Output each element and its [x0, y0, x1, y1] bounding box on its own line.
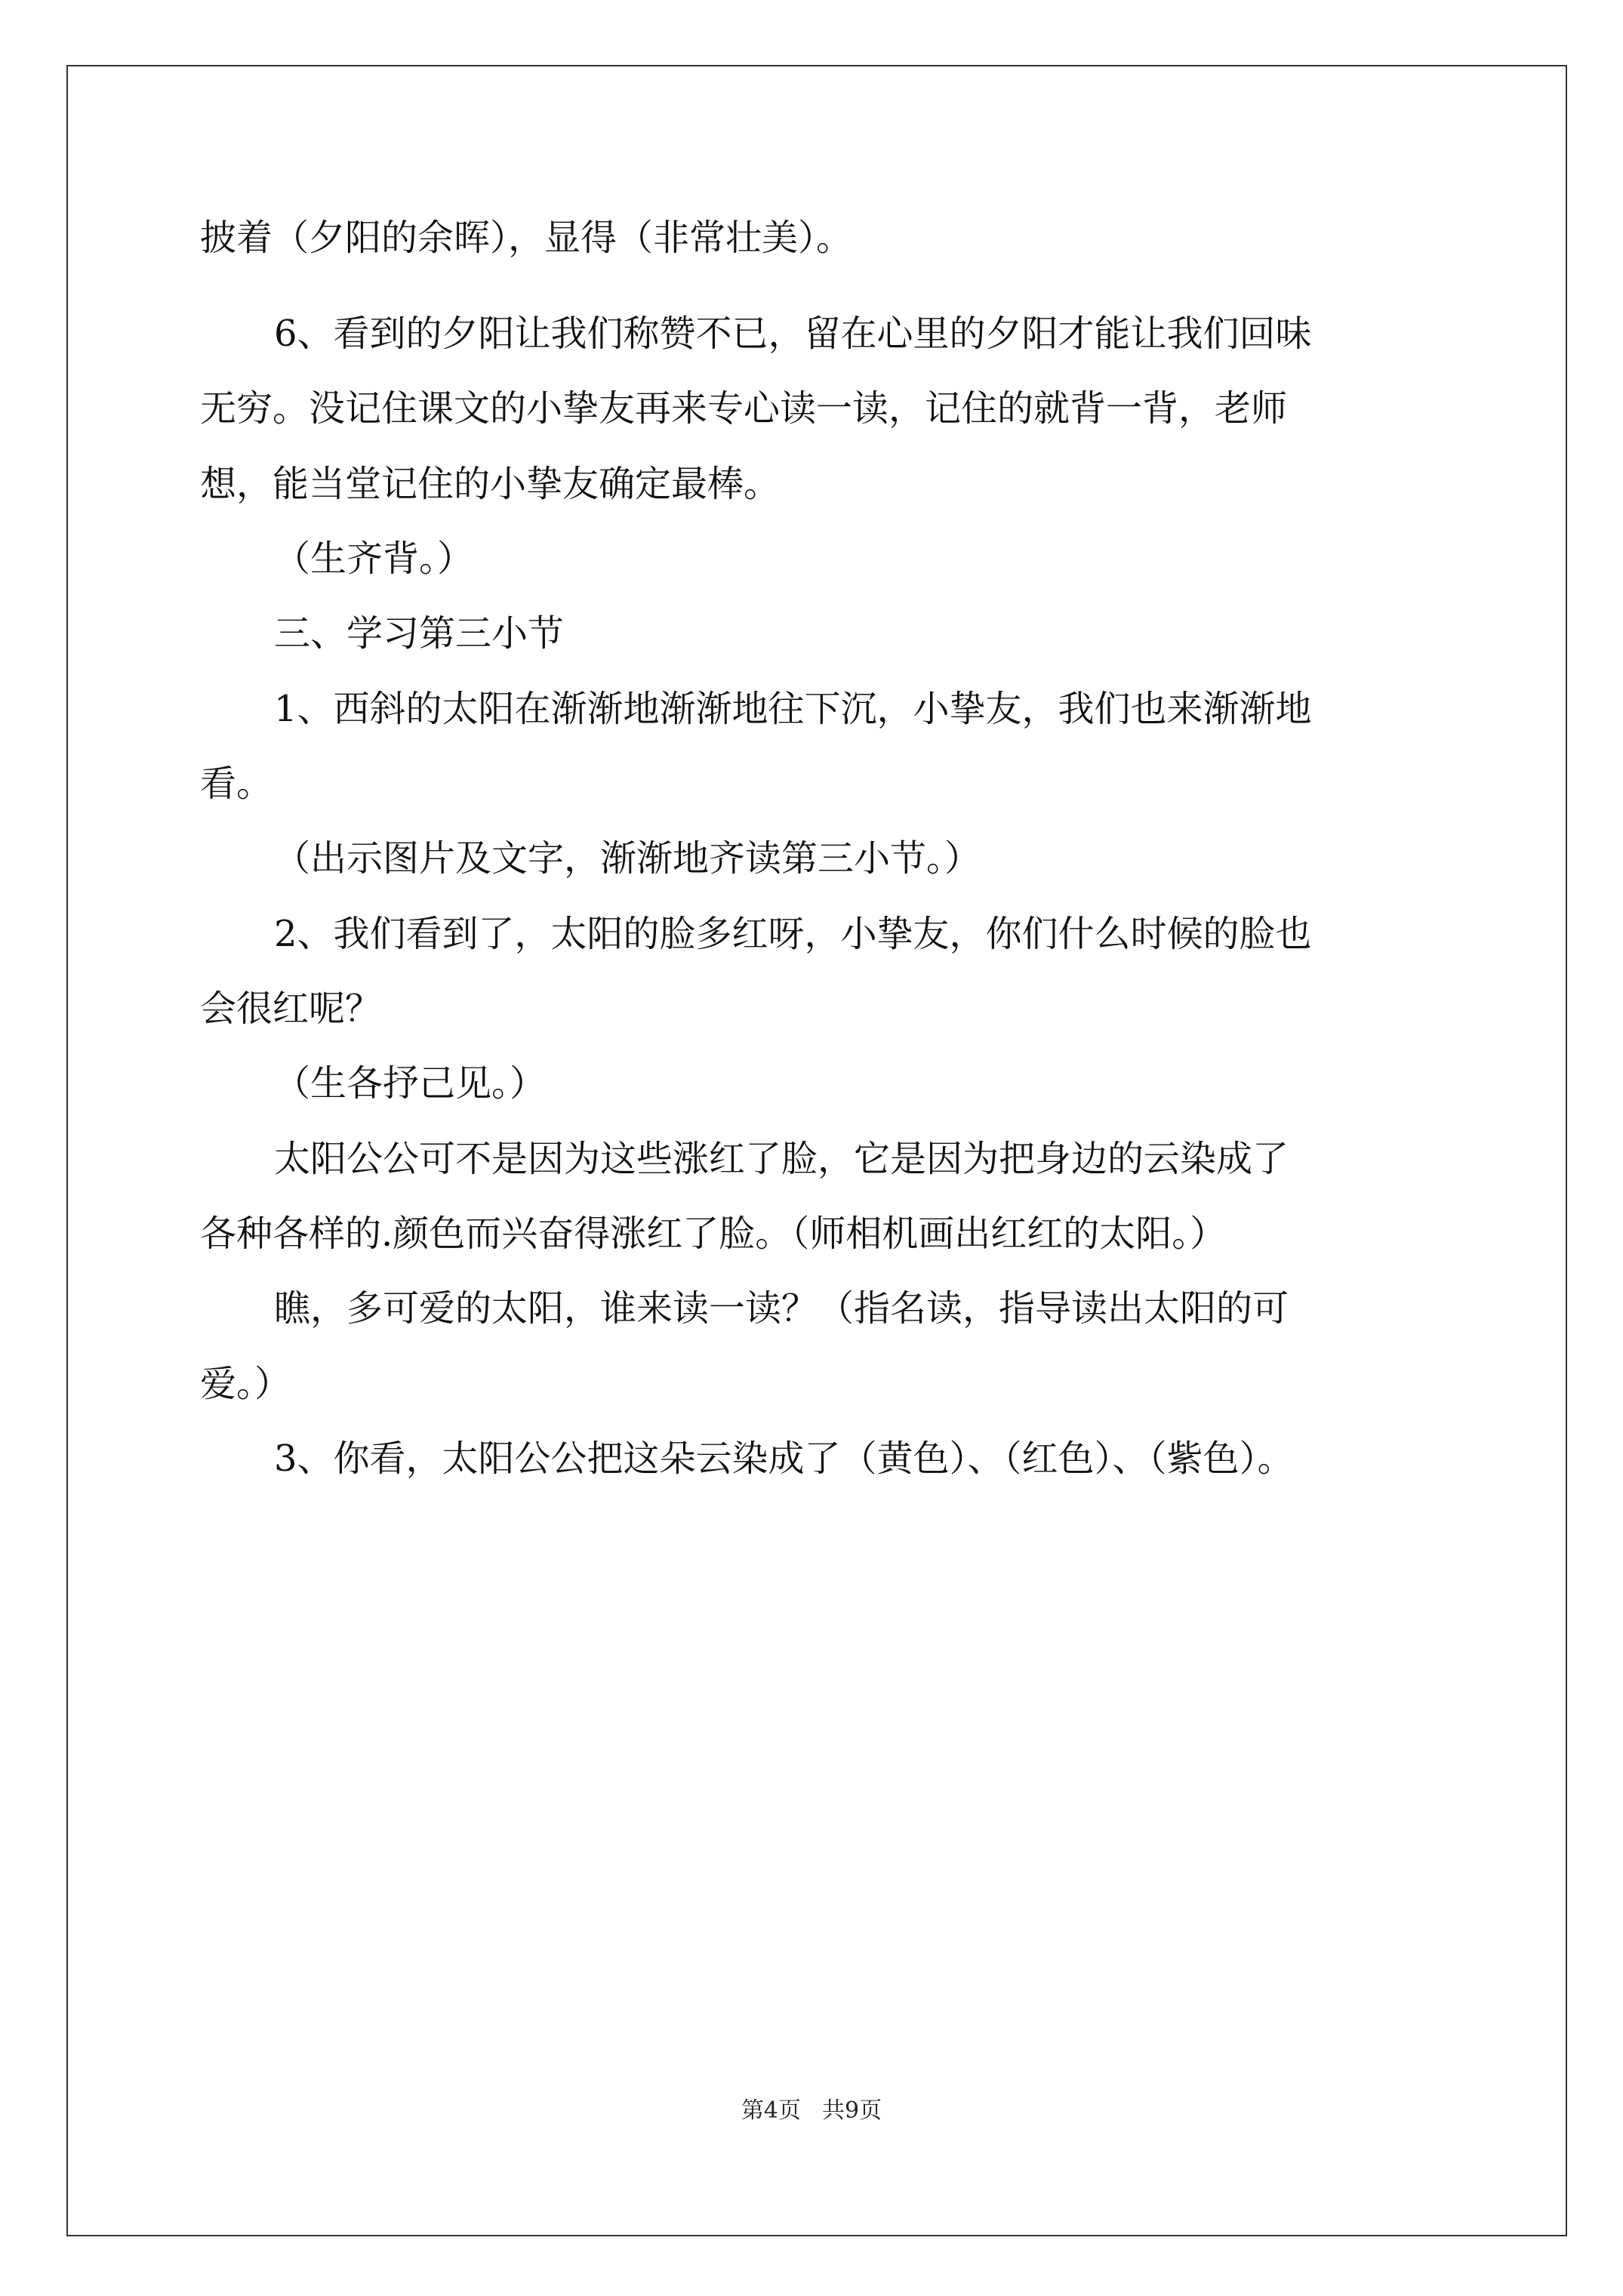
- page-total: 共9页: [822, 2097, 882, 2124]
- text-line: 各种各样的.颜色而兴奋得涨红了脸。（师相机画出红红的太阳。）: [200, 1213, 1227, 1255]
- text-line: 6、看到的夕阳让我们称赞不已，留在心里的夕阳才能让我们回味: [274, 313, 1312, 355]
- text-line: （生齐背。）: [274, 538, 474, 580]
- text-line: （生各抒己见。）: [274, 1062, 547, 1105]
- text-line: 无穷。没记住课文的小挚友再来专心读一读，记住的就背一背，老师: [200, 387, 1288, 430]
- text-line: 爱。）: [200, 1363, 291, 1405]
- text-line: 1、西斜的太阳在渐渐地渐渐地往下沉，小挚友，我们也来渐渐地: [274, 688, 1312, 730]
- text-line: 2、我们看到了，太阳的脸多红呀，小挚友，你们什么时候的脸也: [274, 913, 1312, 955]
- text-line: 披着（夕阳的余晖），显得（非常壮美）。: [200, 217, 853, 259]
- text-line: 想，能当堂记住的小挚友确定最棒。: [200, 463, 781, 505]
- text-line: 会很红呢？: [200, 988, 382, 1030]
- page-footer: [0, 2096, 1623, 2126]
- text-line: （出示图片及文字，渐渐地齐读第三小节。）: [274, 837, 981, 880]
- section-heading: 三、学习第三小节: [274, 612, 565, 655]
- page-number: 第4页: [741, 2097, 801, 2124]
- text-line: 看。: [200, 763, 273, 805]
- text-line: 瞧，多可爱的太阳，谁来读一读？（指名读，指导读出太阳的可: [274, 1287, 1289, 1330]
- text-line: 3、你看，太阳公公把这朵云染成了（黄色）、（红色）、（紫色）。: [274, 1438, 1294, 1480]
- text-line: 太阳公公可不是因为这些涨红了脸，它是因为把身边的云染成了: [274, 1138, 1289, 1180]
